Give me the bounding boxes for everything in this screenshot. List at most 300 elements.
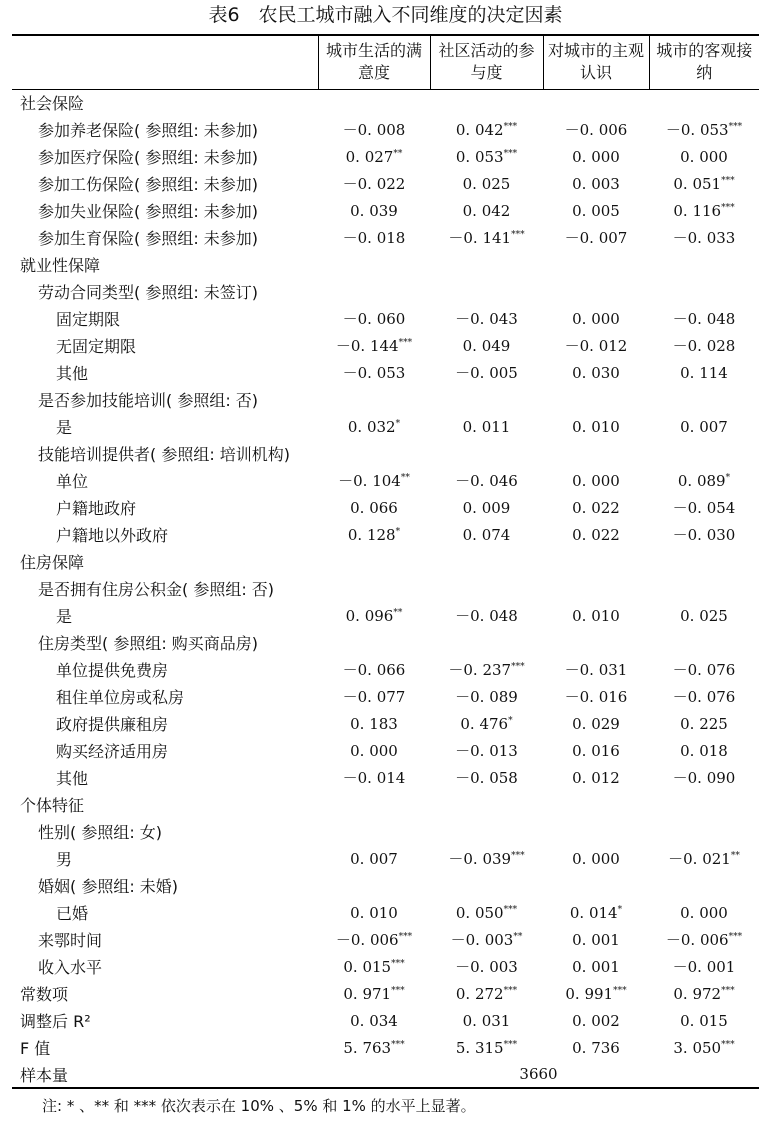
coefficient-cell bbox=[543, 656, 649, 683]
significance-stars: *** bbox=[503, 148, 518, 159]
row-label: 户籍地政府 bbox=[56, 499, 137, 518]
table-row bbox=[12, 440, 759, 467]
coefficient-value: －0. 058 bbox=[455, 769, 518, 787]
coefficient-cell bbox=[430, 548, 543, 575]
coefficient-cell bbox=[543, 575, 649, 602]
coefficient-cell bbox=[318, 656, 430, 683]
coefficient-cell bbox=[430, 251, 543, 278]
sample-size-label: 样本量 bbox=[12, 1061, 318, 1088]
sample-size-value: 3660 bbox=[318, 1061, 759, 1088]
coefficient-cell bbox=[318, 899, 430, 926]
coefficient-value: 0. 000 bbox=[572, 309, 620, 328]
coefficient-value: －0. 141 bbox=[448, 229, 512, 247]
coefficient-value: 0. 015 bbox=[343, 957, 392, 976]
coefficient-cell bbox=[430, 764, 543, 791]
coefficient-cell bbox=[430, 872, 543, 899]
row-label: 常数项 bbox=[20, 985, 69, 1004]
coefficient-cell bbox=[430, 926, 543, 953]
table-row bbox=[12, 359, 759, 386]
table-row bbox=[12, 710, 759, 737]
table-row bbox=[12, 629, 759, 656]
coefficient-cell bbox=[649, 143, 759, 170]
coefficient-cell bbox=[543, 224, 649, 251]
coefficient-cell bbox=[543, 602, 649, 629]
significance-stars: *** bbox=[503, 985, 518, 996]
row-label: 其他 bbox=[56, 364, 89, 383]
coefficient-cell bbox=[649, 278, 759, 305]
row-label: 住房保障 bbox=[20, 553, 85, 572]
coefficient-value: 0. 029 bbox=[572, 714, 620, 733]
significance-stars: *** bbox=[721, 985, 735, 996]
coefficient-cell bbox=[318, 1034, 430, 1061]
coefficient-value: 0. 000 bbox=[680, 147, 728, 166]
table-row bbox=[12, 305, 759, 332]
coefficient-cell bbox=[649, 332, 759, 359]
significance-stars: *** bbox=[398, 932, 413, 942]
table-row bbox=[12, 197, 759, 224]
coefficient-value: 0. 007 bbox=[680, 417, 728, 436]
significance-stars: * bbox=[508, 715, 513, 726]
coefficient-value: 0. 000 bbox=[572, 471, 620, 490]
coefficient-cell bbox=[649, 89, 759, 116]
coefficient-value: －0. 022 bbox=[342, 175, 406, 193]
coefficient-cell bbox=[430, 89, 543, 116]
table-page bbox=[12, 0, 759, 1116]
coefficient-value: 0. 089 bbox=[677, 471, 726, 490]
coefficient-cell bbox=[430, 116, 543, 143]
coefficient-value: －0. 237 bbox=[448, 661, 512, 679]
table-row bbox=[12, 926, 759, 953]
coefficient-cell bbox=[543, 980, 649, 1007]
coefficient-value: －0. 039 bbox=[448, 850, 512, 868]
table-row bbox=[12, 413, 759, 440]
coefficient-cell bbox=[543, 332, 649, 359]
coefficient-cell bbox=[430, 359, 543, 386]
coefficient-value: 5. 315 bbox=[455, 1038, 504, 1057]
coefficient-cell bbox=[649, 818, 759, 845]
sample-size-row bbox=[12, 1061, 759, 1088]
coefficient-cell bbox=[318, 116, 430, 143]
coefficient-cell bbox=[430, 710, 543, 737]
coefficient-value: 0. 011 bbox=[462, 417, 511, 436]
coefficient-value: 0. 002 bbox=[572, 1011, 620, 1030]
coefficient-cell bbox=[649, 494, 759, 521]
row-label: 单位提供免费房 bbox=[56, 661, 169, 680]
coefficient-value: 0. 003 bbox=[572, 174, 620, 193]
coefficient-value: 5. 763 bbox=[343, 1038, 392, 1057]
coefficient-value: 0. 025 bbox=[680, 606, 728, 625]
coefficient-value: －0. 003 bbox=[450, 931, 514, 949]
coefficient-cell bbox=[649, 629, 759, 656]
header-cell-participation: 社区活动的参与度 bbox=[430, 35, 543, 89]
table-row bbox=[12, 89, 759, 116]
significance-stars: *** bbox=[391, 958, 405, 969]
coefficient-cell bbox=[430, 602, 543, 629]
table-row bbox=[12, 494, 759, 521]
table-row bbox=[12, 980, 759, 1007]
table-body bbox=[12, 89, 759, 1088]
significance-stars: * bbox=[395, 418, 401, 429]
coefficient-value: 0. 032 bbox=[347, 417, 396, 436]
table-row bbox=[12, 791, 759, 818]
coefficient-cell bbox=[543, 845, 649, 872]
coefficient-value: 0. 001 bbox=[572, 930, 620, 949]
coefficient-cell bbox=[649, 521, 759, 548]
table-row bbox=[12, 143, 759, 170]
coefficient-cell bbox=[430, 737, 543, 764]
coefficient-cell bbox=[318, 332, 430, 359]
coefficient-cell bbox=[543, 116, 649, 143]
coefficient-cell bbox=[318, 683, 430, 710]
coefficient-value: 0. 074 bbox=[462, 525, 511, 544]
row-label: 住房类型( 参照组: 购买商品房) bbox=[38, 634, 259, 653]
row-label: 是否拥有住房公积金( 参照组: 否) bbox=[38, 580, 275, 599]
significance-stars: *** bbox=[728, 932, 743, 942]
coefficient-cell bbox=[430, 143, 543, 170]
table-row bbox=[12, 116, 759, 143]
coefficient-value: 0. 016 bbox=[572, 741, 620, 760]
coefficient-cell bbox=[543, 251, 649, 278]
coefficient-cell bbox=[430, 278, 543, 305]
coefficient-cell bbox=[318, 575, 430, 602]
coefficient-cell bbox=[318, 521, 430, 548]
coefficient-cell bbox=[649, 710, 759, 737]
coefficient-cell bbox=[430, 332, 543, 359]
coefficient-value: 0. 025 bbox=[462, 174, 511, 193]
coefficient-value: 0. 027 bbox=[345, 147, 394, 166]
coefficient-cell bbox=[649, 359, 759, 386]
coefficient-value: －0. 003 bbox=[455, 958, 518, 976]
coefficient-value: －0. 028 bbox=[672, 337, 736, 355]
coefficient-value: －0. 054 bbox=[672, 499, 736, 517]
coefficient-value: 0. 128 bbox=[347, 525, 396, 544]
significance-stars: *** bbox=[503, 121, 518, 132]
coefficient-value: 0. 066 bbox=[350, 498, 398, 517]
coefficient-value: 0. 049 bbox=[462, 336, 511, 355]
coefficient-cell bbox=[649, 683, 759, 710]
significance-stars: * bbox=[725, 472, 731, 483]
row-label: 单位 bbox=[56, 472, 89, 491]
coefficient-value: 3. 050 bbox=[673, 1038, 722, 1057]
row-label: 是 bbox=[56, 418, 73, 437]
coefficient-cell bbox=[543, 278, 649, 305]
coefficient-value: 0. 015 bbox=[680, 1011, 728, 1030]
coefficient-cell bbox=[430, 899, 543, 926]
row-label: 无固定期限 bbox=[56, 337, 137, 356]
row-label: 社会保险 bbox=[20, 94, 85, 114]
coefficient-cell bbox=[543, 386, 649, 413]
coefficient-cell bbox=[318, 926, 430, 953]
coefficient-cell bbox=[649, 656, 759, 683]
coefficient-value: －0. 012 bbox=[564, 337, 628, 355]
table-row bbox=[12, 953, 759, 980]
coefficient-cell bbox=[649, 575, 759, 602]
coefficient-value: 0. 272 bbox=[455, 984, 504, 1003]
coefficient-cell bbox=[430, 575, 543, 602]
coefficient-cell bbox=[318, 251, 430, 278]
row-label: 参加养老保险( 参照组: 未参加) bbox=[38, 121, 259, 140]
coefficient-value: －0. 144 bbox=[335, 337, 399, 355]
coefficient-value: －0. 046 bbox=[455, 472, 518, 490]
coefficient-cell bbox=[543, 440, 649, 467]
significance-stars: *** bbox=[511, 662, 525, 672]
coefficient-value: －0. 090 bbox=[672, 769, 736, 787]
coefficient-value: 0. 053 bbox=[455, 147, 504, 166]
coefficient-cell bbox=[543, 359, 649, 386]
coefficient-cell bbox=[543, 89, 649, 116]
coefficient-cell bbox=[430, 845, 543, 872]
coefficient-cell bbox=[430, 818, 543, 845]
coefficient-value: 0. 051 bbox=[673, 174, 722, 193]
coefficient-value: －0. 043 bbox=[455, 310, 518, 328]
significance-stars: *** bbox=[721, 202, 735, 213]
coefficient-cell bbox=[318, 953, 430, 980]
significance-stars: ** bbox=[393, 148, 403, 159]
table-row bbox=[12, 764, 759, 791]
table-row bbox=[12, 467, 759, 494]
coefficient-cell bbox=[649, 602, 759, 629]
row-label: 技能培训提供者( 参照组: 培训机构) bbox=[38, 445, 291, 464]
coefficient-cell bbox=[430, 656, 543, 683]
coefficient-value: －0. 005 bbox=[455, 364, 518, 382]
coefficient-cell bbox=[543, 953, 649, 980]
coefficient-cell bbox=[318, 494, 430, 521]
coefficient-cell bbox=[318, 980, 430, 1007]
row-label: 参加失业保险( 参照组: 未参加) bbox=[38, 202, 259, 221]
coefficient-value: 0. 034 bbox=[350, 1011, 398, 1030]
coefficient-cell bbox=[543, 197, 649, 224]
header-cell-objective: 城市的客观接纳 bbox=[649, 35, 759, 89]
coefficient-value: 0. 022 bbox=[572, 525, 620, 544]
coefficient-cell bbox=[649, 170, 759, 197]
row-label: F 值 bbox=[20, 1039, 51, 1058]
significance-stars: ** bbox=[513, 932, 523, 942]
coefficient-cell bbox=[649, 899, 759, 926]
table-row bbox=[12, 170, 759, 197]
coefficient-value: 0. 039 bbox=[350, 201, 398, 220]
coefficient-value: －0. 006 bbox=[335, 931, 399, 949]
coefficient-value: －0. 014 bbox=[342, 769, 406, 787]
coefficient-value: 0. 014 bbox=[569, 903, 618, 922]
coefficient-value: 0. 991 bbox=[565, 984, 614, 1003]
row-label: 来鄂时间 bbox=[38, 931, 103, 950]
coefficient-cell bbox=[649, 467, 759, 494]
coefficient-cell bbox=[543, 872, 649, 899]
coefficient-cell bbox=[430, 494, 543, 521]
coefficient-value: －0. 066 bbox=[342, 661, 406, 679]
coefficient-value: 0. 012 bbox=[572, 768, 620, 787]
table-row bbox=[12, 656, 759, 683]
coefficient-cell bbox=[430, 521, 543, 548]
coefficient-value: 0. 050 bbox=[455, 903, 504, 922]
significance-stars: *** bbox=[503, 904, 518, 915]
coefficient-cell bbox=[318, 224, 430, 251]
coefficient-cell bbox=[649, 872, 759, 899]
row-label: 劳动合同类型( 参照组: 未签订) bbox=[38, 283, 259, 302]
coefficient-value: 0. 000 bbox=[350, 741, 398, 760]
coefficient-cell bbox=[318, 89, 430, 116]
coefficient-value: 0. 116 bbox=[673, 201, 722, 220]
coefficient-cell bbox=[318, 359, 430, 386]
coefficient-cell bbox=[430, 791, 543, 818]
significance-stars: *** bbox=[613, 985, 627, 996]
table-row bbox=[12, 251, 759, 278]
row-label: 是 bbox=[56, 607, 73, 626]
coefficient-cell bbox=[430, 1034, 543, 1061]
row-label: 调整后 R² bbox=[20, 1012, 91, 1031]
coefficient-value: 0. 001 bbox=[572, 957, 620, 976]
coefficient-value: 0. 010 bbox=[572, 417, 620, 436]
significance-stars: *** bbox=[721, 1039, 735, 1050]
coefficient-value: 0. 018 bbox=[680, 741, 728, 760]
row-label: 租住单位房或私房 bbox=[56, 688, 185, 707]
table-row bbox=[12, 224, 759, 251]
header-cell-variable bbox=[12, 35, 318, 89]
coefficient-cell bbox=[543, 710, 649, 737]
coefficient-value: 0. 007 bbox=[350, 849, 398, 868]
header-row bbox=[12, 35, 759, 89]
coefficient-cell bbox=[649, 1034, 759, 1061]
coefficient-cell bbox=[430, 980, 543, 1007]
header-cell-satisfaction: 城市生活的满意度 bbox=[318, 35, 430, 89]
table-row bbox=[12, 278, 759, 305]
significance-stars: *** bbox=[503, 1039, 518, 1050]
coefficient-cell bbox=[430, 467, 543, 494]
coefficient-cell bbox=[318, 143, 430, 170]
coefficient-cell bbox=[649, 224, 759, 251]
table-row bbox=[12, 602, 759, 629]
coefficient-value: 0. 183 bbox=[350, 714, 398, 733]
row-label: 已婚 bbox=[56, 904, 89, 923]
table-note: 注: * 、** 和 *** 依次表示在 10% 、5% 和 1% 的水平上显著。 bbox=[42, 1097, 476, 1115]
table-row bbox=[12, 575, 759, 602]
header-cell-subjective: 对城市的主观认识 bbox=[543, 35, 649, 89]
coefficient-value: －0. 013 bbox=[455, 742, 518, 760]
coefficient-cell bbox=[430, 1007, 543, 1034]
table-row bbox=[12, 899, 759, 926]
significance-stars: *** bbox=[398, 338, 413, 348]
coefficient-cell bbox=[430, 629, 543, 656]
row-label: 购买经济适用房 bbox=[56, 742, 169, 761]
coefficient-value: 0. 042 bbox=[455, 120, 504, 139]
coefficient-cell bbox=[543, 494, 649, 521]
coefficient-cell bbox=[318, 764, 430, 791]
coefficient-cell bbox=[318, 1007, 430, 1034]
coefficient-value: 0. 005 bbox=[572, 201, 620, 220]
coefficient-cell bbox=[318, 710, 430, 737]
table-row bbox=[12, 683, 759, 710]
coefficient-value: －0. 021 bbox=[668, 850, 731, 868]
coefficient-value: －0. 006 bbox=[665, 931, 729, 949]
coefficient-cell bbox=[430, 413, 543, 440]
coefficient-cell bbox=[649, 548, 759, 575]
coefficient-cell bbox=[430, 953, 543, 980]
coefficient-cell bbox=[318, 602, 430, 629]
coefficient-value: －0. 104 bbox=[338, 472, 401, 490]
significance-stars: * bbox=[617, 904, 623, 915]
coefficient-cell bbox=[543, 170, 649, 197]
table-title: 表6 农民工城市融入不同维度的决定因素 bbox=[208, 4, 563, 26]
significance-stars: ** bbox=[393, 607, 403, 618]
significance-stars: ** bbox=[730, 851, 740, 861]
coefficient-value: －0. 089 bbox=[455, 688, 518, 706]
coefficient-value: 0. 114 bbox=[680, 363, 728, 382]
coefficient-cell bbox=[318, 170, 430, 197]
coefficient-value: 0. 096 bbox=[345, 606, 394, 625]
coefficient-cell bbox=[430, 197, 543, 224]
coefficient-cell bbox=[649, 791, 759, 818]
coefficient-cell bbox=[543, 791, 649, 818]
coefficient-value: 0. 736 bbox=[572, 1038, 620, 1057]
significance-stars: *** bbox=[391, 985, 405, 996]
coefficient-cell bbox=[318, 845, 430, 872]
coefficient-cell bbox=[430, 224, 543, 251]
coefficient-value: －0. 018 bbox=[342, 229, 406, 247]
coefficient-cell bbox=[543, 818, 649, 845]
coefficient-cell bbox=[318, 413, 430, 440]
coefficient-value: 0. 476 bbox=[460, 714, 509, 733]
coefficient-value: 0. 225 bbox=[680, 714, 728, 733]
coefficient-value: 0. 010 bbox=[572, 606, 620, 625]
coefficient-value: 0. 042 bbox=[462, 201, 511, 220]
coefficient-value: －0. 030 bbox=[672, 526, 736, 544]
coefficient-cell bbox=[649, 953, 759, 980]
coefficient-cell bbox=[543, 548, 649, 575]
coefficient-cell bbox=[543, 737, 649, 764]
row-label: 性别( 参照组: 女) bbox=[38, 823, 163, 842]
coefficient-cell bbox=[430, 386, 543, 413]
table-row bbox=[12, 1034, 759, 1061]
coefficient-value: －0. 076 bbox=[672, 661, 736, 679]
coefficient-cell bbox=[649, 737, 759, 764]
table-row bbox=[12, 1007, 759, 1034]
coefficient-cell bbox=[430, 440, 543, 467]
coefficient-value: －0. 077 bbox=[342, 688, 406, 706]
coefficient-cell bbox=[543, 629, 649, 656]
coefficient-value: 0. 030 bbox=[572, 363, 620, 382]
row-label: 政府提供廉租房 bbox=[56, 715, 169, 734]
significance-stars: *** bbox=[391, 1039, 405, 1050]
coefficient-cell bbox=[543, 305, 649, 332]
coefficient-value: －0. 048 bbox=[455, 607, 518, 625]
coefficient-cell bbox=[318, 440, 430, 467]
coefficient-cell bbox=[318, 467, 430, 494]
coefficient-cell bbox=[430, 305, 543, 332]
coefficient-cell bbox=[318, 737, 430, 764]
row-label: 就业性保障 bbox=[20, 256, 101, 275]
significance-stars: *** bbox=[511, 851, 525, 861]
coefficient-value: 0. 031 bbox=[462, 1011, 511, 1030]
row-label: 固定期限 bbox=[56, 310, 121, 329]
coefficient-value: 0. 000 bbox=[572, 849, 620, 868]
coefficient-cell bbox=[649, 197, 759, 224]
table-row bbox=[12, 818, 759, 845]
coefficient-cell bbox=[543, 413, 649, 440]
coefficient-cell bbox=[649, 980, 759, 1007]
table-row bbox=[12, 737, 759, 764]
significance-stars: *** bbox=[721, 175, 735, 186]
coefficient-cell bbox=[318, 548, 430, 575]
table-row bbox=[12, 521, 759, 548]
coefficient-cell bbox=[543, 143, 649, 170]
significance-stars: * bbox=[395, 526, 401, 537]
coefficient-cell bbox=[649, 116, 759, 143]
coefficient-value: 0. 022 bbox=[572, 498, 620, 517]
coefficient-cell bbox=[318, 818, 430, 845]
coefficient-cell bbox=[649, 845, 759, 872]
coefficient-value: 0. 972 bbox=[673, 984, 722, 1003]
row-label: 其他 bbox=[56, 769, 89, 788]
